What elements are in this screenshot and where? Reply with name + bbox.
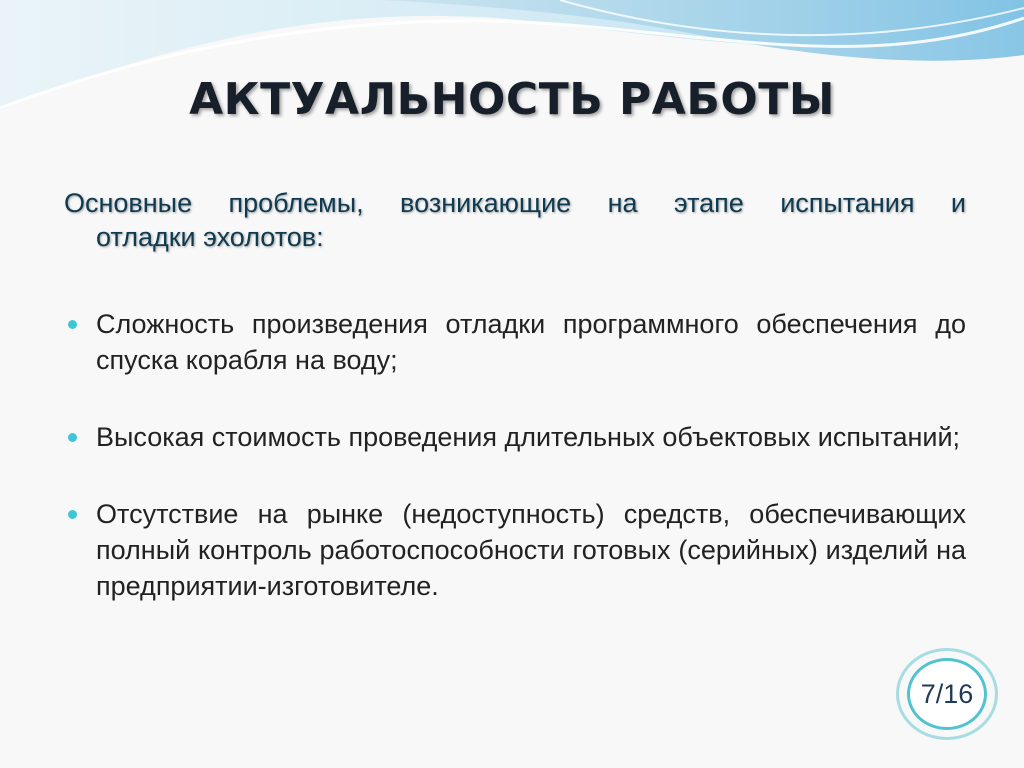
- page-number: 7/16: [907, 658, 987, 730]
- slide-title: АКТУАЛЬНОСТЬ РАБОТЫ: [189, 74, 835, 125]
- intro-line-2: отладки эхолотов:: [96, 222, 324, 252]
- bullet-dot-icon: [68, 433, 77, 442]
- bullet-dot-icon: [68, 510, 77, 519]
- bullet-dot-icon: [68, 320, 77, 329]
- list-item: [64, 419, 966, 455]
- intro-line-1: Основные проблемы, возникающие на этапе испытания и: [64, 188, 966, 218]
- list-item: [64, 306, 966, 378]
- bullet-text: Высокая стоимость проведения длительных объектовых испытаний;: [96, 422, 961, 452]
- intro-paragraph: [64, 186, 966, 254]
- bullet-list: [64, 306, 966, 645]
- list-item: [64, 496, 966, 604]
- bullet-text: Сложность произведения отладки программного обеспечения до спуска корабля на воду;: [96, 309, 966, 375]
- page-number-badge: [896, 648, 998, 740]
- bullet-text: Отсутствие на рынке (недоступность) средств, обеспечивающих полный контроль работоспособности готовых (серийных) изделий на предприятии-изготовителе.: [96, 499, 966, 601]
